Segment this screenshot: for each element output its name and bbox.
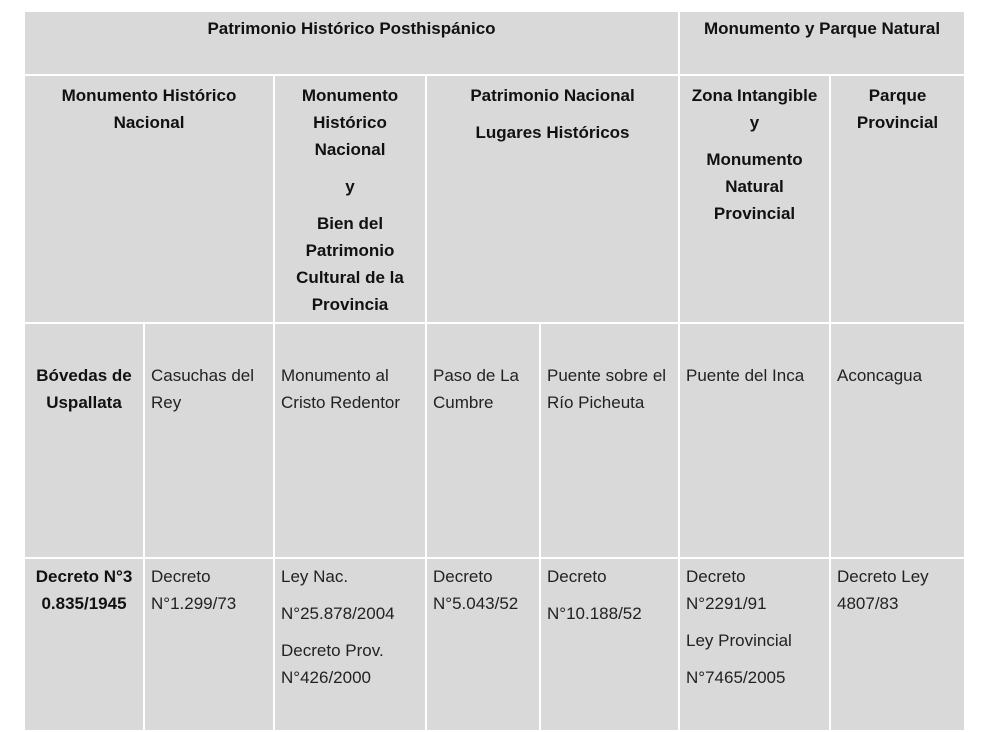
header-label: Patrimonio Histórico Posthispánico [207, 19, 496, 38]
sub-header-row [24, 75, 965, 323]
legal-cell [24, 558, 144, 731]
subheader-line: Monumento Histórico Nacional [301, 86, 399, 159]
legal-line: Ley Nac. [281, 567, 349, 586]
subheader-monumento-historico-nacional [24, 75, 274, 323]
subheader-line: y [345, 177, 355, 196]
site-cell: Puente del Inca [679, 323, 830, 558]
subheader-line: Patrimonio Nacional [470, 86, 635, 105]
site-cell: Casuchas del Rey [144, 323, 274, 558]
subheader-line: Zona Intangible [691, 86, 818, 105]
legal-row [24, 558, 965, 731]
subheader-line: Monumento Histórico Nacional [61, 86, 237, 132]
legal-cell [830, 558, 965, 731]
site-cell: Monumento al Cristo Redentor [274, 323, 426, 558]
subheader-line: Monumento Natural Provincial [706, 150, 803, 223]
subheader-line: Bien del Patrimonio Cultural de la Provincia [296, 214, 404, 314]
legal-cell [144, 558, 274, 731]
legal-line: Decreto N°30.835/1945 [35, 567, 133, 613]
legal-line: N°7465/2005 [686, 668, 786, 687]
legal-cell [426, 558, 540, 731]
legal-line: N°10.188/52 [547, 604, 642, 623]
site-cell: Bóvedas de Uspallata [24, 323, 144, 558]
legal-line: Decreto Prov. N°426/2000 [281, 641, 384, 687]
legal-line: Decreto [547, 567, 607, 586]
top-header-row [24, 11, 965, 75]
legal-line: Decreto N°2291/91 [686, 567, 767, 613]
subheader-parque-provincial [830, 75, 965, 323]
legal-line: Decreto N°1.299/73 [151, 567, 237, 613]
site-cell: Aconcagua [830, 323, 965, 558]
subheader-patrimonio-nacional [426, 75, 679, 323]
subheader-mhn-bien-patrimonio [274, 75, 426, 323]
heritage-table [23, 10, 966, 732]
legal-line: Ley Provincial [686, 631, 792, 650]
header-patrimonio-historico [24, 11, 679, 75]
subheader-zona-intangible [679, 75, 830, 323]
header-monumento-parque-natural [679, 11, 965, 75]
subheader-line: Parque Provincial [856, 86, 939, 132]
header-label: Monumento y Parque Natural [703, 19, 941, 38]
legal-line: Decreto N°5.043/52 [433, 567, 519, 613]
subheader-line: y [749, 113, 760, 132]
legal-line: Decreto Ley 4807/83 [837, 567, 929, 613]
legal-cell [540, 558, 679, 731]
legal-cell [274, 558, 426, 731]
sites-row [24, 323, 965, 558]
subheader-line: Lugares Históricos [475, 123, 630, 142]
site-cell: Paso de La Cumbre [426, 323, 540, 558]
legal-line: N°25.878/2004 [281, 604, 395, 623]
legal-cell [679, 558, 830, 731]
site-cell: Puente sobre el Río Picheuta [540, 323, 679, 558]
